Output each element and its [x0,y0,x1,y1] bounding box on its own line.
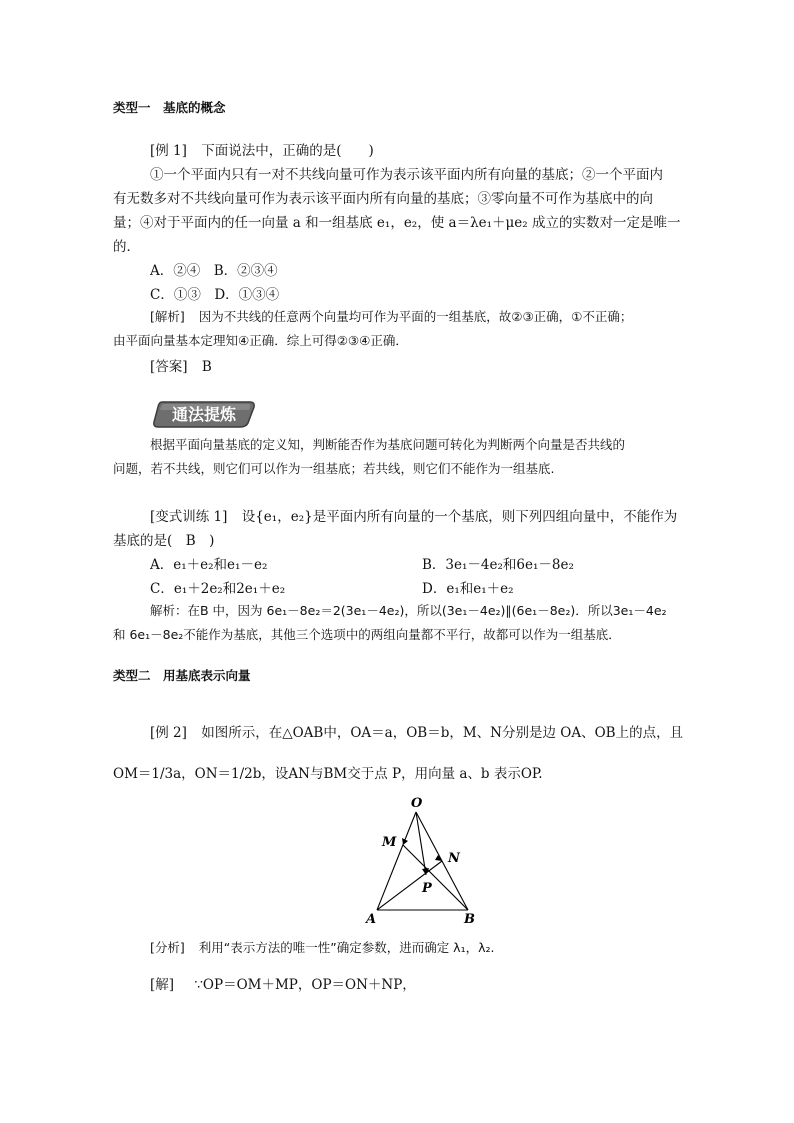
solution-label: [解] [150,977,175,993]
example-2-text-2: OM＝1/3a，ON＝1/2b，设AN与BM交于点 P，用向量 a、b 表示OP. [113,766,543,782]
example-1-line-3: 量；④对于平面内的任一向量 a 和一组基底 e₁，e₂，使 a＝λe₁＋μe₂ 成立的实数对一定是唯一 [113,215,681,231]
variant-option-c: C．e₁＋2e₂和2e₁＋e₂ [150,581,286,597]
variant-analysis-1: 解析：在B 中，因为 6e₁－8e₂＝2(3e₁－4e₂)，所以(3e₁－4e₂)∥(6e₁－8e₂)．所以3e₁－4e₂ [150,603,667,618]
label-p: P [422,881,432,896]
label-a: A [366,912,377,926]
variant-option-a: A．e₁＋e₂和e₁－e₂ [150,557,268,573]
badge-shape [152,399,256,429]
summary-line-1: 根据平面向量基底的定义知，判断能否作为基底问题可转化为判断两个向量是否共线的 [150,437,626,452]
analysis-label: [解析] [150,309,185,324]
variant-analysis-2: 和 6e₁－8e₂不能作为基底，其他三个选项中的两组向量都不平行，故都可以作为一组基底． [113,627,621,642]
example-2-text-1: 如图所示，在△OAB中，OA＝a，OB＝b，M、N分别是边 OA、OB上的点，且 [201,725,684,741]
solution-text: ∵OP＝OM＋MP，OP＝ON＋NP， [194,977,416,993]
example-1-header [150,139,374,159]
variant-question-cont: 基底的是( B ) [113,533,215,549]
summary-line-2: 问题，若不共线，则它们可以作为一组基底；若共线，则它们不能作为一组基底. [113,461,555,476]
example-question: 下面说法中，正确的是( ) [201,143,374,159]
analysis-text-1: 因为不共线的任意两个向量均可作为平面的一组基底，故②③正确，①不正确； [198,309,633,324]
example-label: [例 1] [150,143,187,159]
variant-option-d: D．e₁和e₁＋e₂ [422,581,514,597]
example-1-line-4: 的． [113,239,140,255]
label-n: N [448,851,460,866]
answer-value: B [201,359,212,375]
variant-label: [变式训练 1] [150,509,228,525]
label-o: O [411,796,423,811]
analysis-text-2: 由平面向量基本定理知④正确．综上可得②③④正确． [113,333,408,348]
analysis-2-label: [分析] [150,940,185,955]
example-1-options-1: A．②④ B．②③④ [150,263,278,279]
example-1-line-1: ①一个平面内只有一对不共线向量可作为表示该平面内所有向量的基底；②一个平面内 [150,167,663,183]
answer-row [150,355,212,375]
badge-title: 通法提炼 [171,405,237,424]
triangle-diagram [360,794,490,926]
example-1-options-2: C．①③ D．①③④ [150,287,280,303]
example-2-line-1 [150,721,683,741]
analysis-2-row [150,938,494,956]
example-2-label: [例 2] [150,725,187,741]
method-summary-badge [152,399,256,429]
label-m: M [382,835,397,850]
variant-option-b: B．3e₁－4e₂和6e₁－8e₂ [422,557,574,573]
triangle-svg [360,794,490,926]
variant-header [150,505,677,525]
section-heading-2: 类型二 用基底表示向量 [113,668,251,683]
example-1-line-2: 有无数多对不共线向量可作为表示该平面内所有向量的基底；③零向量不可作为基底中的向 [113,191,653,207]
analysis-row-1 [150,307,632,325]
analysis-2-text: 利用“表示方法的唯一性”确定参数，进而确定 λ₁，λ₂. [198,940,495,955]
variant-question: 设{e₁，e₂}是平面内所有向量的一个基底，则下列四组向量中，不能作为 [241,509,678,525]
answer-label: [答案] [150,359,188,375]
solution-row [150,973,416,993]
section-heading-1: 类型一 基底的概念 [113,100,226,115]
label-b: B [464,912,475,926]
